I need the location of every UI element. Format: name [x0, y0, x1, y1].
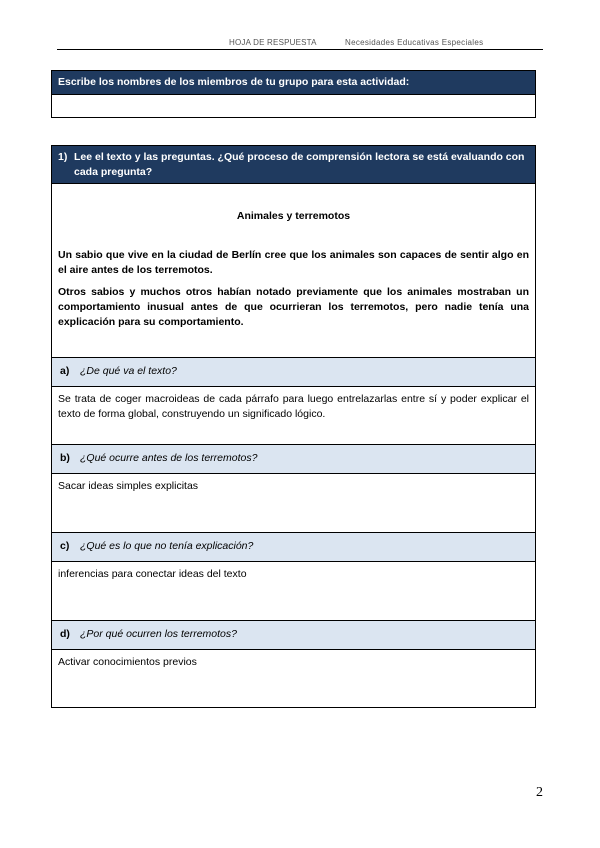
- activity-instruction: [52, 146, 535, 184]
- group-names-box: [51, 70, 536, 118]
- reading-title: Animales y terremotos: [236, 210, 351, 222]
- page-header: [57, 36, 543, 50]
- header-right: Necesidades Educativas Especiales: [345, 38, 484, 47]
- activity-instruction-text: Lee el texto y las preguntas. ¿Qué proceso de comprensión lectora se está evaluando con cada pregunta?: [74, 151, 525, 178]
- question-text: ¿Por qué ocurren los terremotos?: [80, 628, 237, 640]
- question-letter: c): [60, 540, 70, 552]
- group-names-label: Escribe los nombres de los miembros de tu grupo para esta actividad:: [52, 71, 535, 95]
- answer-a[interactable]: Se trata de coger macroideas de cada párrafo para luego entrelazarlas entre sí y poder explicar el texto de forma global, construyendo un significado lógico.: [52, 387, 535, 445]
- header-left: HOJA DE RESPUESTA: [229, 38, 317, 47]
- question-text: ¿Qué ocurre antes de los terremotos?: [80, 452, 258, 464]
- question-letter: d): [60, 628, 70, 640]
- answer-b[interactable]: Sacar ideas simples explicitas: [52, 474, 535, 533]
- activity-number: 1): [58, 151, 68, 163]
- reading-paragraph: Un sabio que vive en la ciudad de Berlín cree que los animales son capaces de sentir algo en el aire antes de los terremotos.: [58, 249, 529, 276]
- question-text: ¿Qué es lo que no tenía explicación?: [80, 540, 254, 552]
- question-b: [52, 445, 535, 474]
- group-names-field[interactable]: [52, 95, 535, 117]
- reading-paragraph: Otros sabios y muchos otros habían notado previamente que los animales mostraban un comportamiento inusual antes de que ocurrieran los terremotos, pero nadie tenía una explicación para su comportamiento.: [58, 286, 529, 328]
- question-text: ¿De qué va el texto?: [80, 365, 177, 377]
- activity-box: [51, 145, 536, 708]
- answer-c[interactable]: inferencias para conectar ideas del texto: [52, 562, 535, 621]
- answer-d[interactable]: Activar conocimientos previos: [58, 656, 197, 668]
- question-c: [52, 533, 535, 562]
- question-letter: b): [60, 452, 70, 464]
- page-number: 2: [536, 785, 543, 800]
- question-a: [52, 358, 535, 387]
- question-letter: a): [60, 365, 70, 377]
- reading-text: [52, 184, 535, 358]
- question-d: [52, 621, 535, 650]
